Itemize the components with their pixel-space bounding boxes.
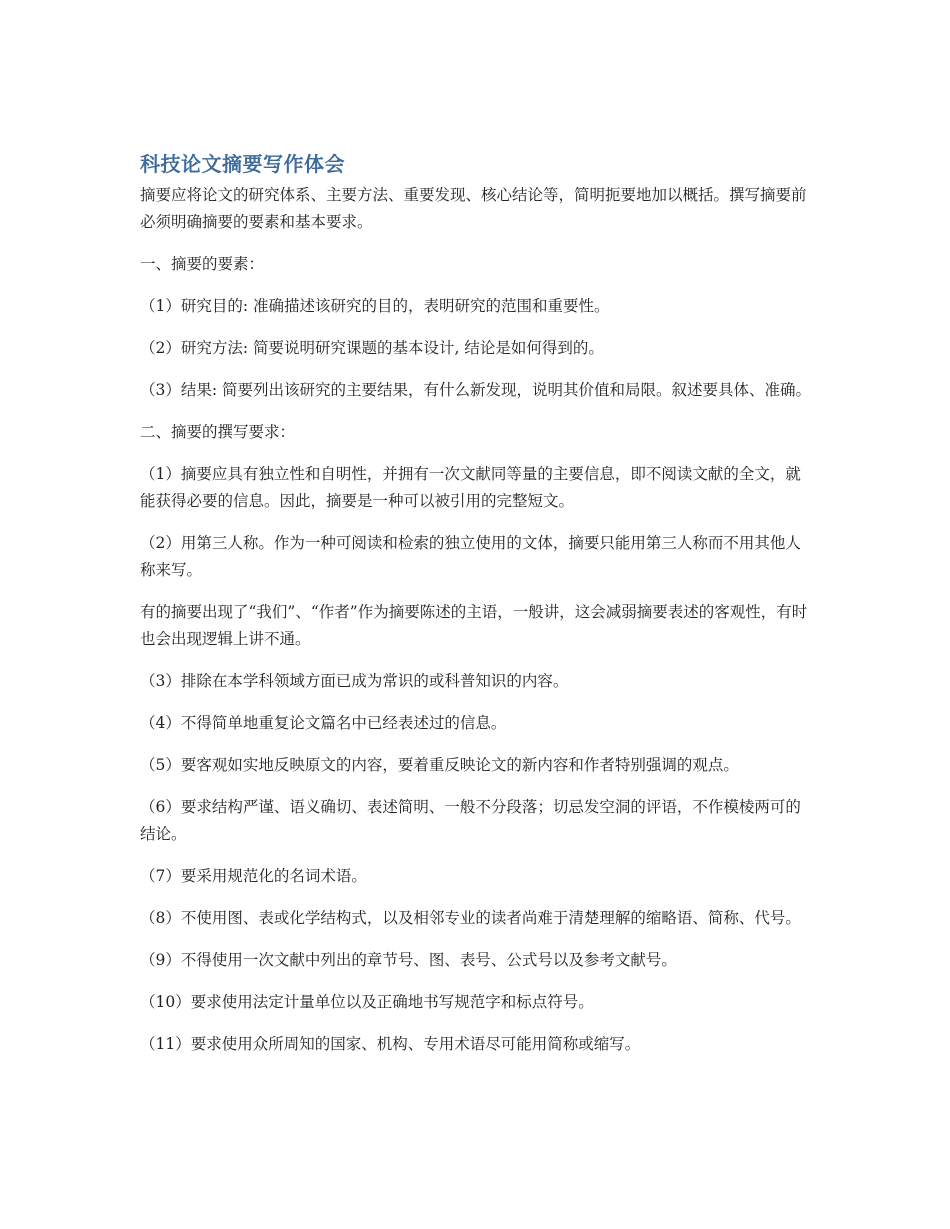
- document-body: [140, 182, 812, 1058]
- paragraph: （4）不得简单地重复论文篇名中已经表述过的信息。: [140, 714, 507, 732]
- paragraph: （11）要求使用众所周知的国家、机构、专用术语尽可能用简称或缩写。: [140, 1035, 641, 1053]
- paragraph: （1）研究目的: 准确描述该研究的目的，表明研究的范围和重要性。: [140, 297, 610, 315]
- paragraph: （3）结果: 简要列出该研究的主要结果，有什么新发现，说明其价值和局限。叙述要具体、准确。: [140, 381, 812, 399]
- document-page: [140, 150, 812, 1073]
- paragraph: （5）要客观如实地反映原文的内容，要着重反映论文的新内容和作者特别强调的观点。: [140, 756, 739, 774]
- paragraph: （2）研究方法: 简要说明研究课题的基本设计, 结论是如何得到的。: [140, 339, 604, 357]
- section-heading-requirements: 二、摘要的撰写要求：: [140, 423, 296, 441]
- paragraph: （2）用第三人称。作为一种可阅读和检索的独立使用的文体，摘要只能用第三人称而不用其他人称来写。: [140, 534, 801, 579]
- paragraph: （10）要求使用法定计量单位以及正确地书写规范字和标点符号。: [140, 993, 594, 1011]
- paragraph: （7）要采用规范化的名词术语。: [140, 867, 367, 885]
- paragraph-intro: 摘要应将论文的研究体系、主要方法、重要发现、核心结论等，简明扼要地加以概括。撰写摘要前必须明确摘要的要素和基本要求。: [140, 186, 807, 231]
- paragraph: （9）不得使用一次文献中列出的章节号、图、表号、公式号以及参考文献号。: [140, 951, 677, 969]
- paragraph: （6）要求结构严谨、语义确切、表述简明、一般不分段落；切忌发空洞的评语，不作模棱两可的结论。: [140, 798, 801, 843]
- document-title: 科技论文摘要写作体会: [140, 152, 345, 176]
- paragraph: （1）摘要应具有独立性和自明性，并拥有一次文献同等量的主要信息，即不阅读文献的全文，就能获得必要的信息。因此，摘要是一种可以被引用的完整短文。: [140, 465, 801, 510]
- section-heading-elements: 一、摘要的要素：: [140, 255, 265, 273]
- paragraph: 有的摘要出现了“我们”、“作者”作为摘要陈述的主语，一般讲，这会减弱摘要表述的客观性，有时也会出现逻辑上讲不通。: [140, 603, 808, 648]
- paragraph: （3）排除在本学科领域方面已成为常识的或科普知识的内容。: [140, 672, 569, 690]
- paragraph: （8）不使用图、表或化学结构式，以及相邻专业的读者尚难于清楚理解的缩略语、简称、代号。: [140, 909, 801, 927]
